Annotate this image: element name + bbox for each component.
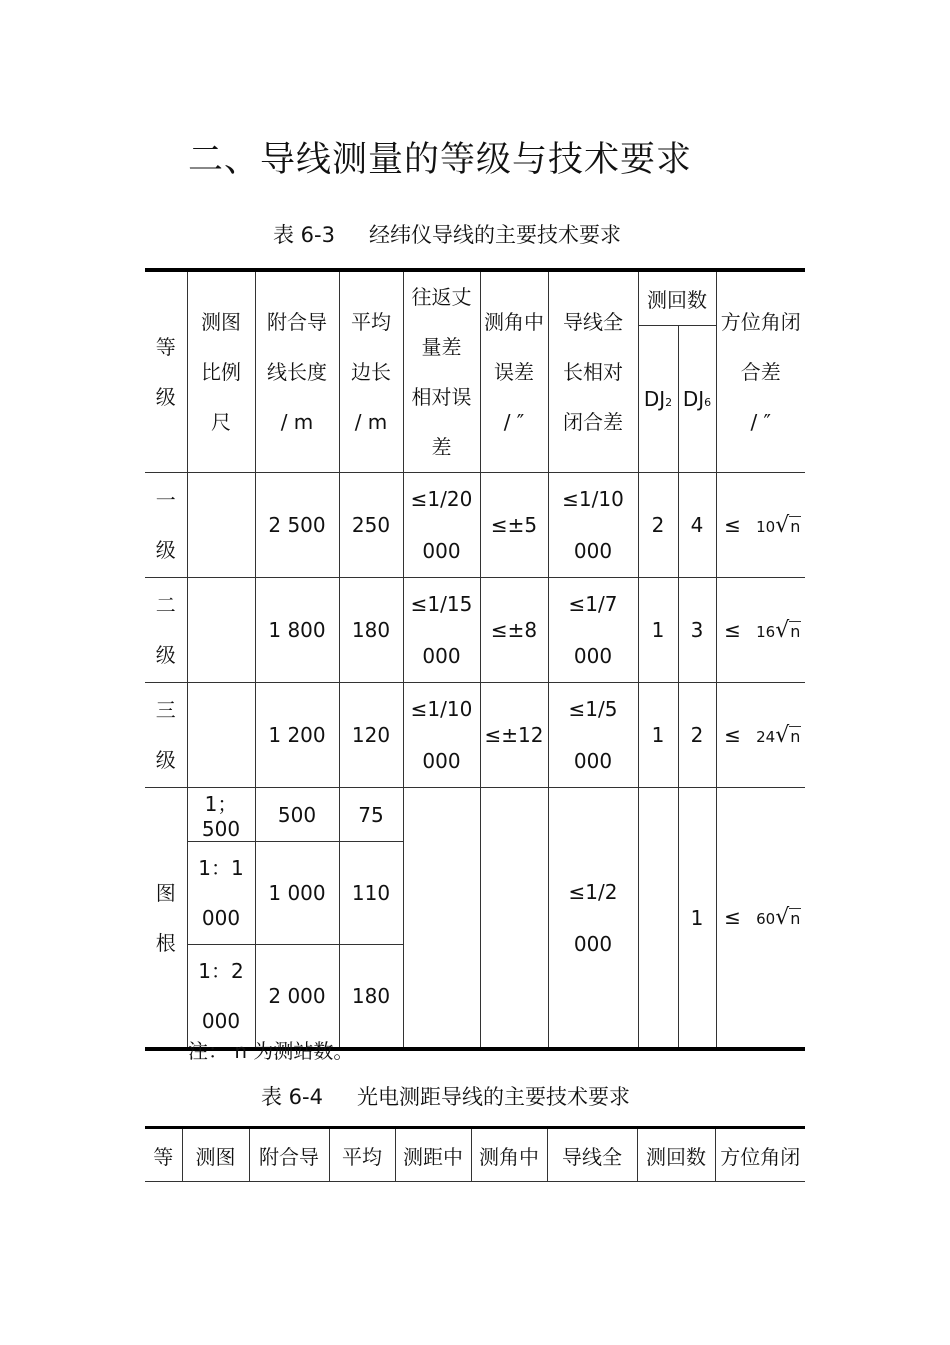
scale-cell [187, 683, 255, 788]
table1-note: 注： n 为测站数。 [188, 1039, 354, 1063]
table2-caption [261, 1081, 630, 1111]
avg-side-cell: 75 [339, 788, 403, 842]
closure-cell: ≤1/10 000 [548, 473, 638, 578]
header-scale: 测图 [182, 1128, 249, 1182]
closure-cell: ≤1/2 000 [548, 788, 638, 1050]
table2-caption-title: 光电测距导线的主要技术要求 [356, 1085, 630, 1109]
header-avg-side: 平均 边长 / m [339, 270, 403, 473]
dj2-cell: 1 [638, 683, 678, 788]
header-dj2: DJ2 [638, 325, 678, 472]
header-length: 附合导 [249, 1128, 329, 1182]
avg-side-cell: 180 [339, 945, 403, 1050]
dj6-cell: 2 [678, 683, 716, 788]
header-closure: 导线全 [547, 1128, 637, 1182]
length-cell: 500 [255, 788, 339, 842]
azimuth-cell: ≤ 60√n [716, 788, 805, 1050]
scale-cell: 1：1 000 [187, 842, 255, 945]
azimuth-cell: ≤ 24√n [716, 683, 805, 788]
header-distance-error: 测距中 [395, 1128, 471, 1182]
scale-cell: 1；500 [187, 788, 255, 842]
header-dj6: DJ6 [678, 325, 716, 472]
length-cell: 1 000 [255, 842, 339, 945]
angle-error-cell: ≤±5 [480, 473, 548, 578]
page-heading: 二、导线测量的等级与技术要求 [188, 140, 693, 180]
header-angle-error: 测角中 误差 / ″ [480, 270, 548, 473]
closure-cell: ≤1/7 000 [548, 578, 638, 683]
header-grade: 等 级 [145, 270, 187, 473]
dj6-cell: 1 [678, 788, 716, 1050]
length-cell: 1 200 [255, 683, 339, 788]
header-tape-error: 往返丈 量差 相对误 差 [403, 270, 480, 473]
table-row [145, 578, 805, 683]
tape-error-cell [403, 788, 480, 1050]
scale-cell: 1：2 000 [187, 945, 255, 1050]
grade-cell: 图 根 [145, 788, 187, 1050]
header-closure: 导线全 长相对 闭合差 [548, 270, 638, 473]
table-row [145, 473, 805, 578]
table1-caption-title: 经纬仪导线的主要技术要求 [368, 223, 621, 247]
angle-error-cell: ≤±12 [480, 683, 548, 788]
grade-cell: 三 级 [145, 683, 187, 788]
length-cell: 2 000 [255, 945, 339, 1050]
tape-error-cell: ≤1/10 000 [403, 683, 480, 788]
grade-cell: 一 级 [145, 473, 187, 578]
closure-cell: ≤1/5 000 [548, 683, 638, 788]
header-scale: 测图 比例 尺 [187, 270, 255, 473]
table2-caption-number: 表 6-4 [261, 1085, 323, 1109]
dj2-cell: 1 [638, 578, 678, 683]
angle-error-cell: ≤±8 [480, 578, 548, 683]
header-grade: 等 [145, 1128, 182, 1182]
tape-error-cell: ≤1/20 000 [403, 473, 480, 578]
header-rounds: 测回数 [637, 1128, 715, 1182]
dj6-cell: 3 [678, 578, 716, 683]
avg-side-cell: 120 [339, 683, 403, 788]
length-cell: 1 800 [255, 578, 339, 683]
table1-caption-number: 表 6-3 [273, 223, 335, 247]
header-azimuth: 方位角闭 [715, 1128, 805, 1182]
header-rounds: 测回数 [638, 270, 716, 325]
table-row [145, 683, 805, 788]
avg-side-cell: 110 [339, 842, 403, 945]
azimuth-cell: ≤ 16√n [716, 578, 805, 683]
azimuth-cell: ≤ 10√n [716, 473, 805, 578]
table1-caption [273, 219, 621, 249]
scale-cell [187, 473, 255, 578]
header-length: 附合导 线长度 / m [255, 270, 339, 473]
tape-error-cell: ≤1/15 000 [403, 578, 480, 683]
edm-traverse-table [145, 1126, 805, 1182]
header-avg-side: 平均 [329, 1128, 395, 1182]
length-cell: 2 500 [255, 473, 339, 578]
header-azimuth: 方位角闭 合差 / ″ [716, 270, 805, 473]
dj2-cell [638, 788, 678, 1050]
avg-side-cell: 250 [339, 473, 403, 578]
avg-side-cell: 180 [339, 578, 403, 683]
scale-cell [187, 578, 255, 683]
dj6-cell: 4 [678, 473, 716, 578]
table-row [145, 788, 805, 842]
grade-cell: 二 级 [145, 578, 187, 683]
header-angle-error: 测角中 [471, 1128, 547, 1182]
angle-error-cell [480, 788, 548, 1050]
theodolite-traverse-table [145, 268, 805, 1051]
dj2-cell: 2 [638, 473, 678, 578]
